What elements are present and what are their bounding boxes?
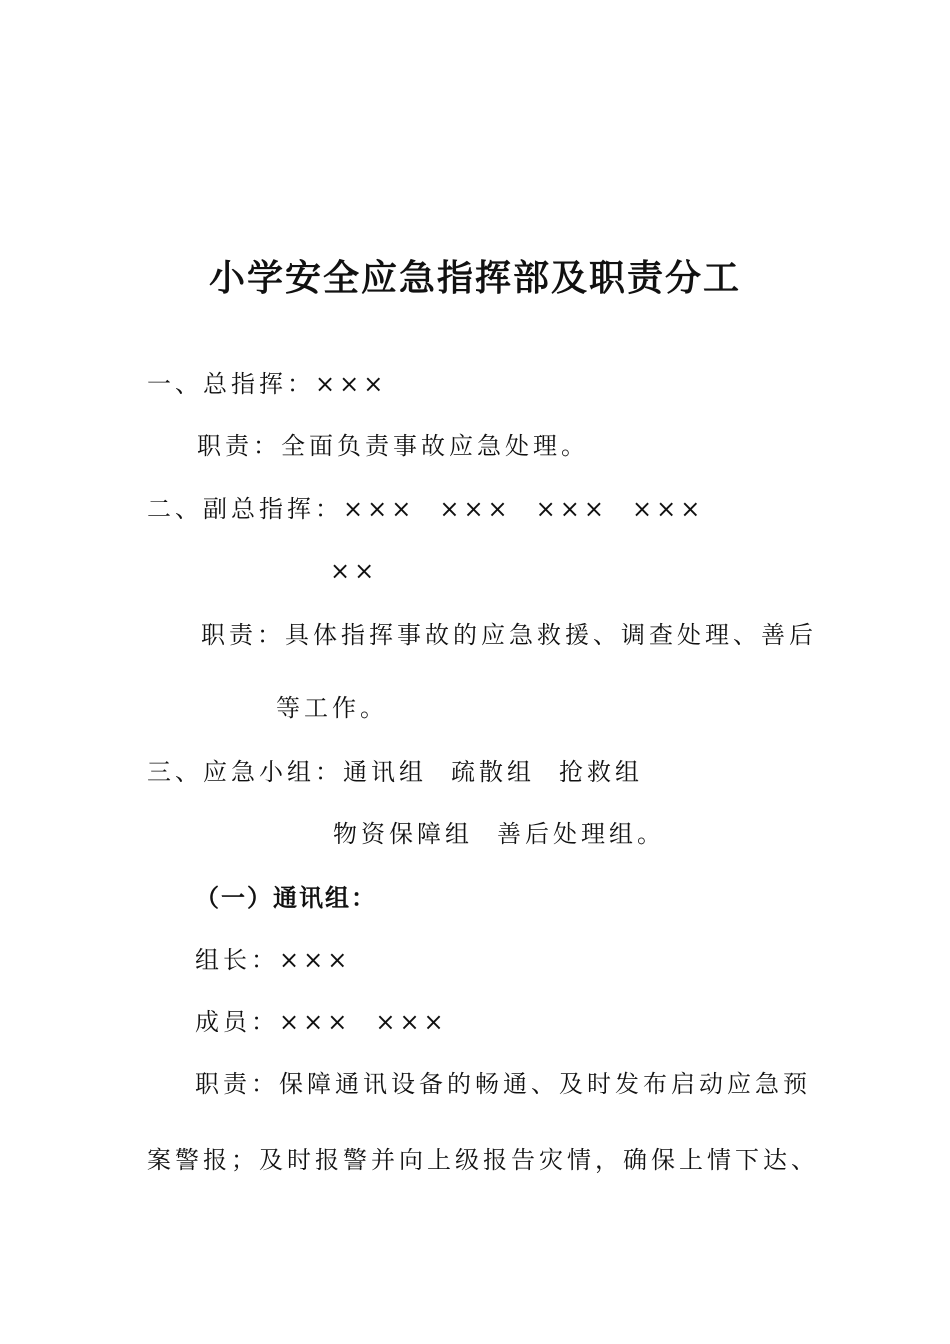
deputy-commander-5: ×× [330,557,379,585]
member-2: ××× [375,1008,448,1036]
subsection-1-members [195,1004,448,1040]
section-2-duty-line-1: 职责：具体指挥事故的应急救援、调查处理、善后 [201,621,817,649]
section-2-label: 二、副总指挥： [147,495,343,523]
subsection-1-leader: 组长：××× [195,946,352,974]
deputy-commander-1: ××× [343,495,416,523]
group-communication: 通讯组 [343,758,427,786]
section-1-heading: 一、总指挥：××× [147,370,388,398]
group-rescue: 抢救组 [559,758,643,786]
section-3-groups-line-2 [333,816,665,852]
subsection-1-heading: （一）通讯组： [195,884,377,912]
member-1: ××× [279,1008,352,1036]
group-evacuation: 疏散组 [451,758,535,786]
deputy-commander-2: ××× [439,495,512,523]
section-3-heading [147,754,643,790]
deputy-commander-4: ××× [631,495,705,523]
group-supplies: 物资保障组 [333,820,473,848]
section-1-duty: 职责：全面负责事故应急处理。 [197,432,589,460]
subsection-1-duty-line-2: 案警报；及时报警并向上级报告灾情，确保上情下达、 [147,1146,819,1174]
section-2-duty-line-2: 等工作。 [276,694,388,722]
section-2-heading [147,491,704,527]
deputy-commander-3: ××× [535,495,608,523]
document-title: 小学安全应急指挥部及职责分工 [208,258,741,299]
section-3-label: 三、应急小组： [147,758,343,786]
members-label: 成员： [195,1008,279,1036]
group-aftermath: 善后处理组。 [497,820,665,848]
subsection-1-duty-line-1: 职责：保障通讯设备的畅通、及时发布启动应急预 [195,1070,811,1098]
